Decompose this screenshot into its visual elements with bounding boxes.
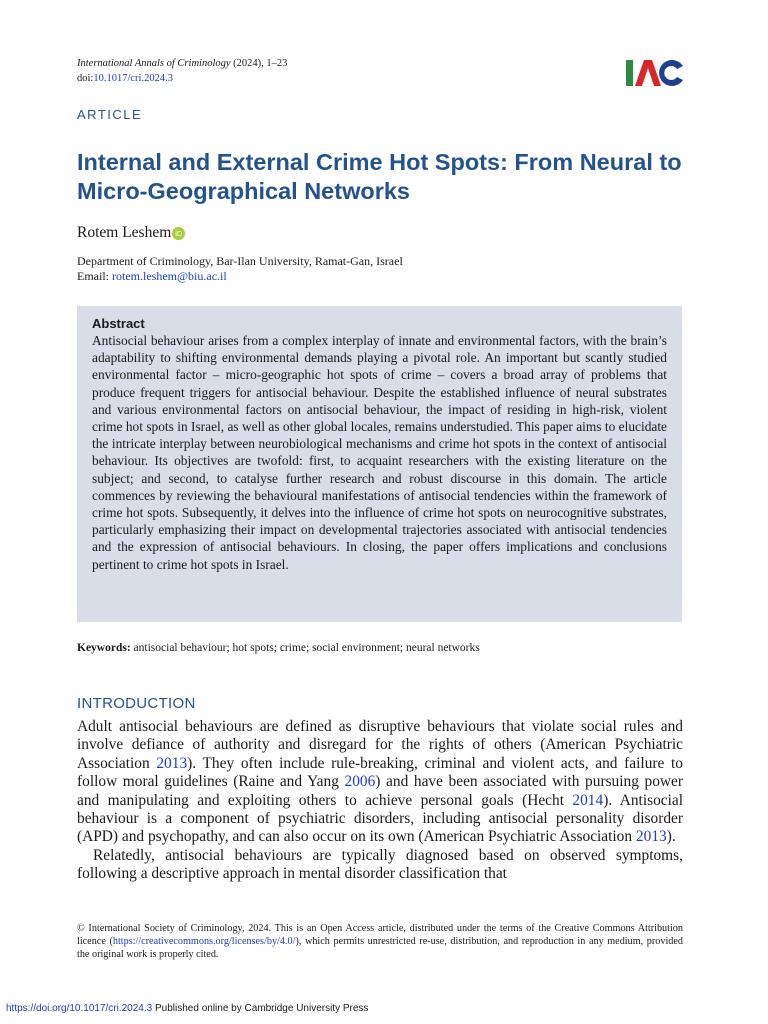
keywords-label: Keywords: xyxy=(77,642,131,654)
journal-header xyxy=(77,56,287,86)
license-link[interactable]: https://creativecommons.org/licenses/by/4.0/ xyxy=(112,936,296,947)
author-name: Rotem Leshem xyxy=(77,224,172,241)
email-link[interactable]: rotem.leshem@biu.ac.il xyxy=(112,269,227,283)
orcid-icon[interactable]: iD xyxy=(172,227,185,240)
abstract-text: Antisocial behaviour arises from a complex interplay of innate and environmental factors, with the brain’s adaptability to shifting environmental demands playing a pivotal role. An important but scantly studied environmental factor – micro-geographic hot spots of crime – covers a broad array of problems that produce frequent triggers for antisocial behaviour. Despite the established influence of neural substrates and various environmental factors on antisocial behaviour, the impact of residing in high-risk, violent crime hot spots in Israel, as well as other global locales, remains understudied. This paper aims to elucidate the intricate interplay between neurobiological mechanisms and crime hot spots in the context of antisocial behaviour. Its objectives are twofold: first, to acquaint researchers with the existing literature on the subject; and second, to catalyse further research and robust discourse in this domain. The article commences by reviewing the behavioural manifestations of antisocial tendencies within the framework of crime hot spots. Subsequently, it delves into the influence of crime hot spots on neurocognitive substrates, particularly emphasizing their impact on developmental trajectories associated with antisocial tendencies and the expression of antisocial behaviours. In closing, the paper offers implications and conclusions pertinent to crime hot spots in Israel. xyxy=(92,333,667,572)
keywords xyxy=(77,642,480,654)
article-type-label: ARTICLE xyxy=(77,107,143,122)
department: Department of Criminology, Bar-Ilan University, Ramat-Gan, Israel xyxy=(77,254,403,268)
copyright-footnote xyxy=(77,922,683,961)
affiliation xyxy=(77,254,403,284)
citation-link[interactable]: 2006 xyxy=(344,773,376,791)
introduction-body xyxy=(77,718,683,884)
email-line xyxy=(77,269,403,284)
text-run: Adult antisocial behaviours are defined as disruptive behaviours that violate social rules and involve defiance of authority and disregard for the rights of others (American Psychiatric Association xyxy=(77,718,683,772)
citation-link[interactable]: 2013 xyxy=(635,828,667,846)
text-run: © International Society of Criminology, 2024. This is an Open Access article, distributed under the terms of the Creative Commons Attribution licence ( xyxy=(77,923,683,947)
paragraph: Relatedly, antisocial behaviours are typically diagnosed based on observed symptoms, following a descriptive approach in mental disorder classification that xyxy=(77,846,683,883)
keywords-text: antisocial behaviour; hot spots; crime; social environment; neural networks xyxy=(133,642,480,654)
footer-text: Published online by Cambridge University Press xyxy=(152,1003,369,1014)
article-title: Internal and External Crime Hot Spots: From Neural to Micro-Geographical Networks xyxy=(77,149,682,204)
author-line xyxy=(77,224,185,242)
citation-link[interactable]: 2014 xyxy=(572,791,604,809)
abstract-heading: Abstract xyxy=(92,316,145,331)
email-label: Email: xyxy=(77,269,109,283)
doi-link[interactable]: 10.1017/cri.2024.3 xyxy=(93,73,173,84)
citation-link[interactable]: 2013 xyxy=(156,754,188,772)
iac-logo xyxy=(626,58,684,88)
footer-doi-link[interactable]: https://doi.org/10.1017/cri.2024.3 xyxy=(6,1003,153,1014)
doi-line xyxy=(77,71,287,86)
text-run: ), which permits unrestricted re-use, distribution, and reproduction in any medium, provided the original work is properly cited. xyxy=(77,936,684,960)
journal-year-pages: (2024), 1–23 xyxy=(233,58,288,69)
text-run: ). Antisocial behaviour is a component of psychiatric disorders, including antisocial personality disorder (APD) and psychopathy, and can also occur on its own (American Psychiatric Association xyxy=(77,791,683,846)
text-run: ). They often include rule-breaking, criminal and violent acts, and failure to follow moral guidelines (Raine and Yang xyxy=(77,754,683,791)
paragraph xyxy=(77,718,683,847)
text-run: ). xyxy=(666,828,676,846)
introduction-heading: INTRODUCTION xyxy=(77,695,196,712)
journal-name: International Annals of Criminology xyxy=(77,58,231,69)
doi-prefix: doi: xyxy=(77,73,94,84)
page-footer xyxy=(6,1003,368,1014)
journal-citation xyxy=(77,56,287,71)
text-run: ) and have been associated with pursuing power and manipulating and exploiting others to achieve personal goals (Hecht xyxy=(77,773,683,809)
